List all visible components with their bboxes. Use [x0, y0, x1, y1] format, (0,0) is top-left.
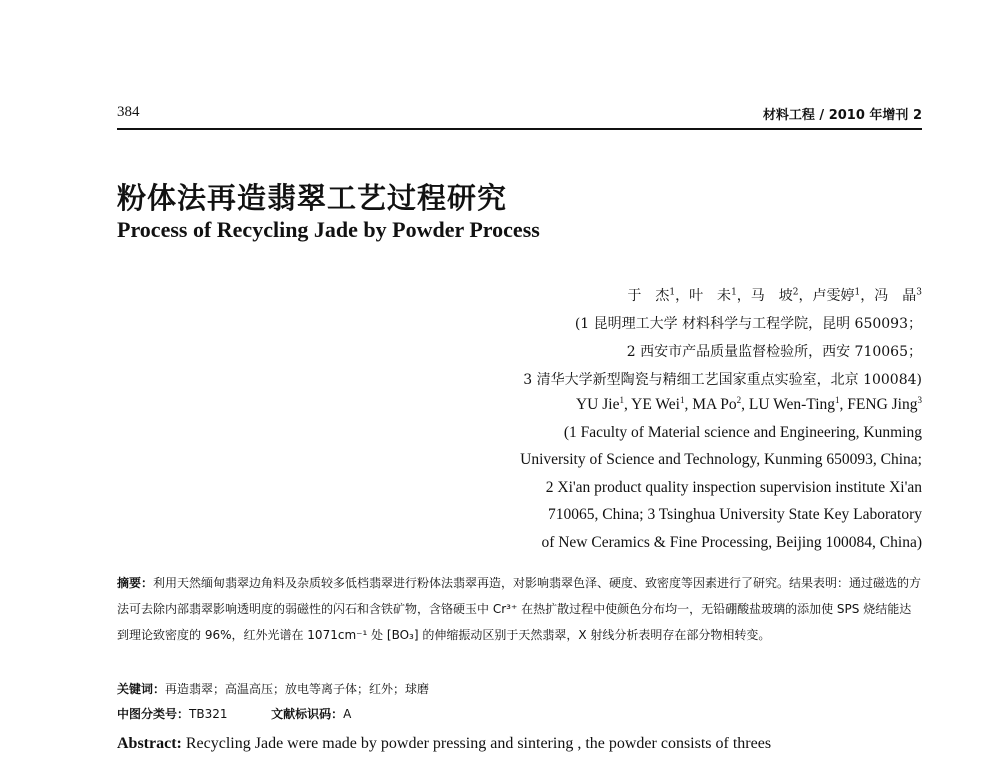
clc-value: TB321: [189, 707, 228, 721]
affiliation-mark: 2: [792, 287, 799, 298]
keywords-label: 关键词：: [117, 682, 166, 696]
page-number: 384: [117, 104, 140, 120]
abstract-zh-label: 摘要：: [117, 576, 154, 590]
author-name: YU Jie: [575, 396, 620, 413]
abstract-en-label: Abstract:: [117, 735, 182, 752]
affiliation-en-3: 2 Xi'an product quality inspection supervision institute Xi'an: [545, 479, 922, 496]
clc-label: 中图分类号：: [117, 707, 190, 721]
affiliation-mark: 1: [680, 394, 685, 405]
affiliation-en-2: University of Science and Technology, Kunming 650093, China;: [520, 451, 922, 468]
affiliation-zh-3: 3 清华大学新型陶瓷与精细工艺国家重点实验室，北京 100084): [523, 372, 922, 388]
affiliation-mark: 1: [669, 287, 676, 298]
header-rule: [117, 128, 922, 130]
authors-english: YU Jie$^1$, YE Wei$^1$, MA Po$^2$, LU Wen-Ting$^1$, FENG Jing$^3$: [575, 394, 922, 413]
keywords-chinese: [117, 676, 922, 702]
author-name: 于 杰: [627, 288, 670, 304]
classification-line: [117, 701, 922, 727]
author-name: FENG Jing: [847, 396, 918, 413]
affiliation-mark: 2: [736, 394, 742, 405]
doc-code-label: 文献标识码：: [271, 707, 344, 721]
author-name: YE Wei: [631, 396, 680, 413]
affiliation-mark: 1: [854, 287, 861, 298]
author-name: LU Wen-Ting: [748, 396, 836, 413]
affiliation-mark: 3: [916, 287, 922, 298]
abstract-english: [117, 735, 771, 753]
title-english: Process of Recycling Jade by Powder Process: [117, 217, 540, 242]
author-name: 马 坡: [750, 288, 793, 304]
authors-chinese: 于 杰$^1$，叶 未$^1$，马 坡$^2$，卢雯婷$^1$，冯 晶$^3$: [627, 287, 922, 304]
journal-issue: 材料工程 / 2010 年增刊 2: [762, 108, 922, 123]
affiliation-mark: 1: [619, 394, 624, 405]
title-chinese: 粉体法再造翡翠工艺过程研究: [117, 181, 508, 215]
doc-code-value: A: [343, 707, 352, 721]
abstract-chinese: [117, 570, 922, 648]
affiliation-en-4: 710065, China; 3 Tsinghua University State Key Laboratory: [547, 506, 922, 523]
keywords-text: 再造翡翠；高温高压；放电等离子体；红外；球磨: [165, 682, 430, 696]
abstract-zh-text: 利用天然缅甸翡翠边角料及杂质较多低档翡翠进行粉体法翡翠再造，对影响翡翠色泽、硬度、致密度等因素进行了研究。结果表明：通过磁选的方法可去除内部翡翠影响透明度的弱磁性的闪石和含铁矿物，含铬硬玉中 Cr³⁺ 在热扩散过程中使颜色分布均一，无铅硼酸盐玻璃的添加使 SPS 烧结能达到理论致密度的 96%，红外光谱在 1071cm⁻¹ 处 [BO₃] 的伸缩振动区别于天然翡翠，X 射线分析表明存在部分物相转变。: [117, 576, 922, 642]
author-name: 冯 晶: [874, 288, 917, 304]
affiliation-en-5: of New Ceramics & Fine Processing, Beijing 100084, China): [541, 534, 922, 551]
author-name: 卢雯婷: [812, 288, 855, 304]
affiliation-mark: 1: [731, 287, 737, 298]
author-name: 叶 未: [689, 288, 732, 304]
author-name: MA Po: [692, 396, 737, 413]
affiliation-mark: 3: [917, 394, 922, 405]
affiliation-en-1: (1 Faculty of Material science and Engineering, Kunming: [563, 424, 922, 441]
affiliation-mark: 1: [835, 394, 840, 405]
affiliation-zh-2: 2 西安市产品质量监督检验所，西安 710065；: [626, 344, 922, 360]
affiliation-zh-1: (1 昆明理工大学 材料科学与工程学院，昆明 650093；: [574, 316, 922, 332]
abstract-en-text: Recycling Jade were made by powder pressing and sintering , the powder consists of threes: [185, 735, 772, 752]
